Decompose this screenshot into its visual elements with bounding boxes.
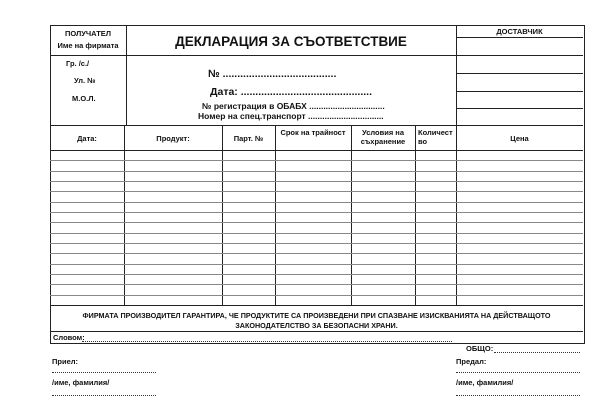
- city-label: Гр. /с./: [66, 59, 90, 68]
- column-header-batch: Парт. №: [233, 134, 264, 143]
- column-header-shelf-life: Срок на трайност: [280, 128, 346, 137]
- delivered-name-label: /име, фамилия/: [456, 378, 514, 387]
- col-divider-2: [222, 125, 223, 305]
- supplier-line-4: [456, 91, 583, 92]
- header-right-divider: [456, 25, 457, 125]
- column-header-top: [50, 125, 583, 126]
- delivered-name-line[interactable]: [456, 395, 580, 396]
- table-row[interactable]: [50, 233, 583, 234]
- guarantee-bottom-line: [50, 331, 583, 332]
- table-row[interactable]: [50, 253, 583, 254]
- transport-number-field[interactable]: Номер на спец.транспорт ................................: [198, 111, 384, 121]
- column-header-date: Дата:: [77, 134, 97, 143]
- supplier-line-2: [456, 55, 583, 56]
- delivered-label: Предал:: [456, 357, 487, 366]
- table-row[interactable]: [50, 243, 583, 244]
- table-bottom-line: [50, 305, 583, 306]
- total-label: ОБЩО:: [466, 344, 494, 353]
- left-header-line: [50, 55, 126, 56]
- guarantee-text-line-1: ФИРМАТА ПРОИЗВОДИТЕЛ ГАРАНТИРА, ЧЕ ПРОДУКТИТЕ СА ПРОИЗВЕДЕНИ ПРИ СПАЗВАНЕ ИЗИСКВАНИЯТА НА ДЕЙСТВАЩОТО: [82, 311, 551, 320]
- total-input[interactable]: [494, 352, 580, 353]
- table-row[interactable]: [50, 212, 583, 213]
- supplier-label: ДОСТАВЧИК: [496, 27, 543, 36]
- title-underline: [126, 55, 456, 56]
- table-row[interactable]: [50, 202, 583, 203]
- received-name-line[interactable]: [52, 395, 156, 396]
- col-divider-5: [415, 125, 416, 305]
- table-row[interactable]: [50, 171, 583, 172]
- received-label: Приел:: [52, 357, 79, 366]
- number-field[interactable]: № .......................................: [208, 68, 337, 80]
- page-title: ДЕКЛАРАЦИЯ ЗА СЪОТВЕТСТВИЕ: [175, 34, 407, 49]
- table-row[interactable]: [50, 284, 583, 285]
- table-row[interactable]: [50, 295, 583, 296]
- column-header-price: Цена: [510, 134, 529, 143]
- supplier-line-3: [456, 73, 583, 74]
- col-divider-1: [124, 125, 125, 305]
- col-divider-3: [275, 125, 276, 305]
- table-row[interactable]: [50, 181, 583, 182]
- supplier-line-5: [456, 108, 583, 109]
- mol-label: М.О.Л.: [72, 94, 96, 103]
- company-name-label: Име на фирмата: [57, 41, 119, 50]
- table-row[interactable]: [50, 274, 583, 275]
- column-header-product: Продукт:: [156, 134, 190, 143]
- delivered-signature-line[interactable]: [456, 372, 580, 373]
- column-header-storage: Условия на съхранение: [360, 128, 406, 146]
- col-divider-6: [456, 125, 457, 305]
- supplier-line-1: [456, 37, 583, 38]
- table-row[interactable]: [50, 160, 583, 161]
- column-header-quantity: Количество: [418, 128, 453, 146]
- table-row[interactable]: [50, 191, 583, 192]
- obabh-registration-field[interactable]: № регистрация в ОБАБХ ................................: [202, 101, 385, 111]
- column-header-bottom: [50, 150, 583, 151]
- received-signature-line[interactable]: [52, 372, 156, 373]
- received-name-label: /име, фамилия/: [52, 378, 110, 387]
- guarantee-text-line-2: ЗАКОНОДАТЕЛСТВО ЗА БЕЗОПАСНИ ХРАНИ.: [235, 321, 398, 330]
- date-field[interactable]: Дата: .............................................: [210, 86, 372, 98]
- recipient-label: ПОЛУЧАТЕЛ: [64, 29, 112, 38]
- words-input[interactable]: [82, 341, 452, 342]
- street-label: Ул. №: [74, 76, 96, 85]
- words-label: Словом:: [53, 333, 85, 342]
- table-row[interactable]: [50, 222, 583, 223]
- col-divider-4: [351, 125, 352, 305]
- table-row[interactable]: [50, 264, 583, 265]
